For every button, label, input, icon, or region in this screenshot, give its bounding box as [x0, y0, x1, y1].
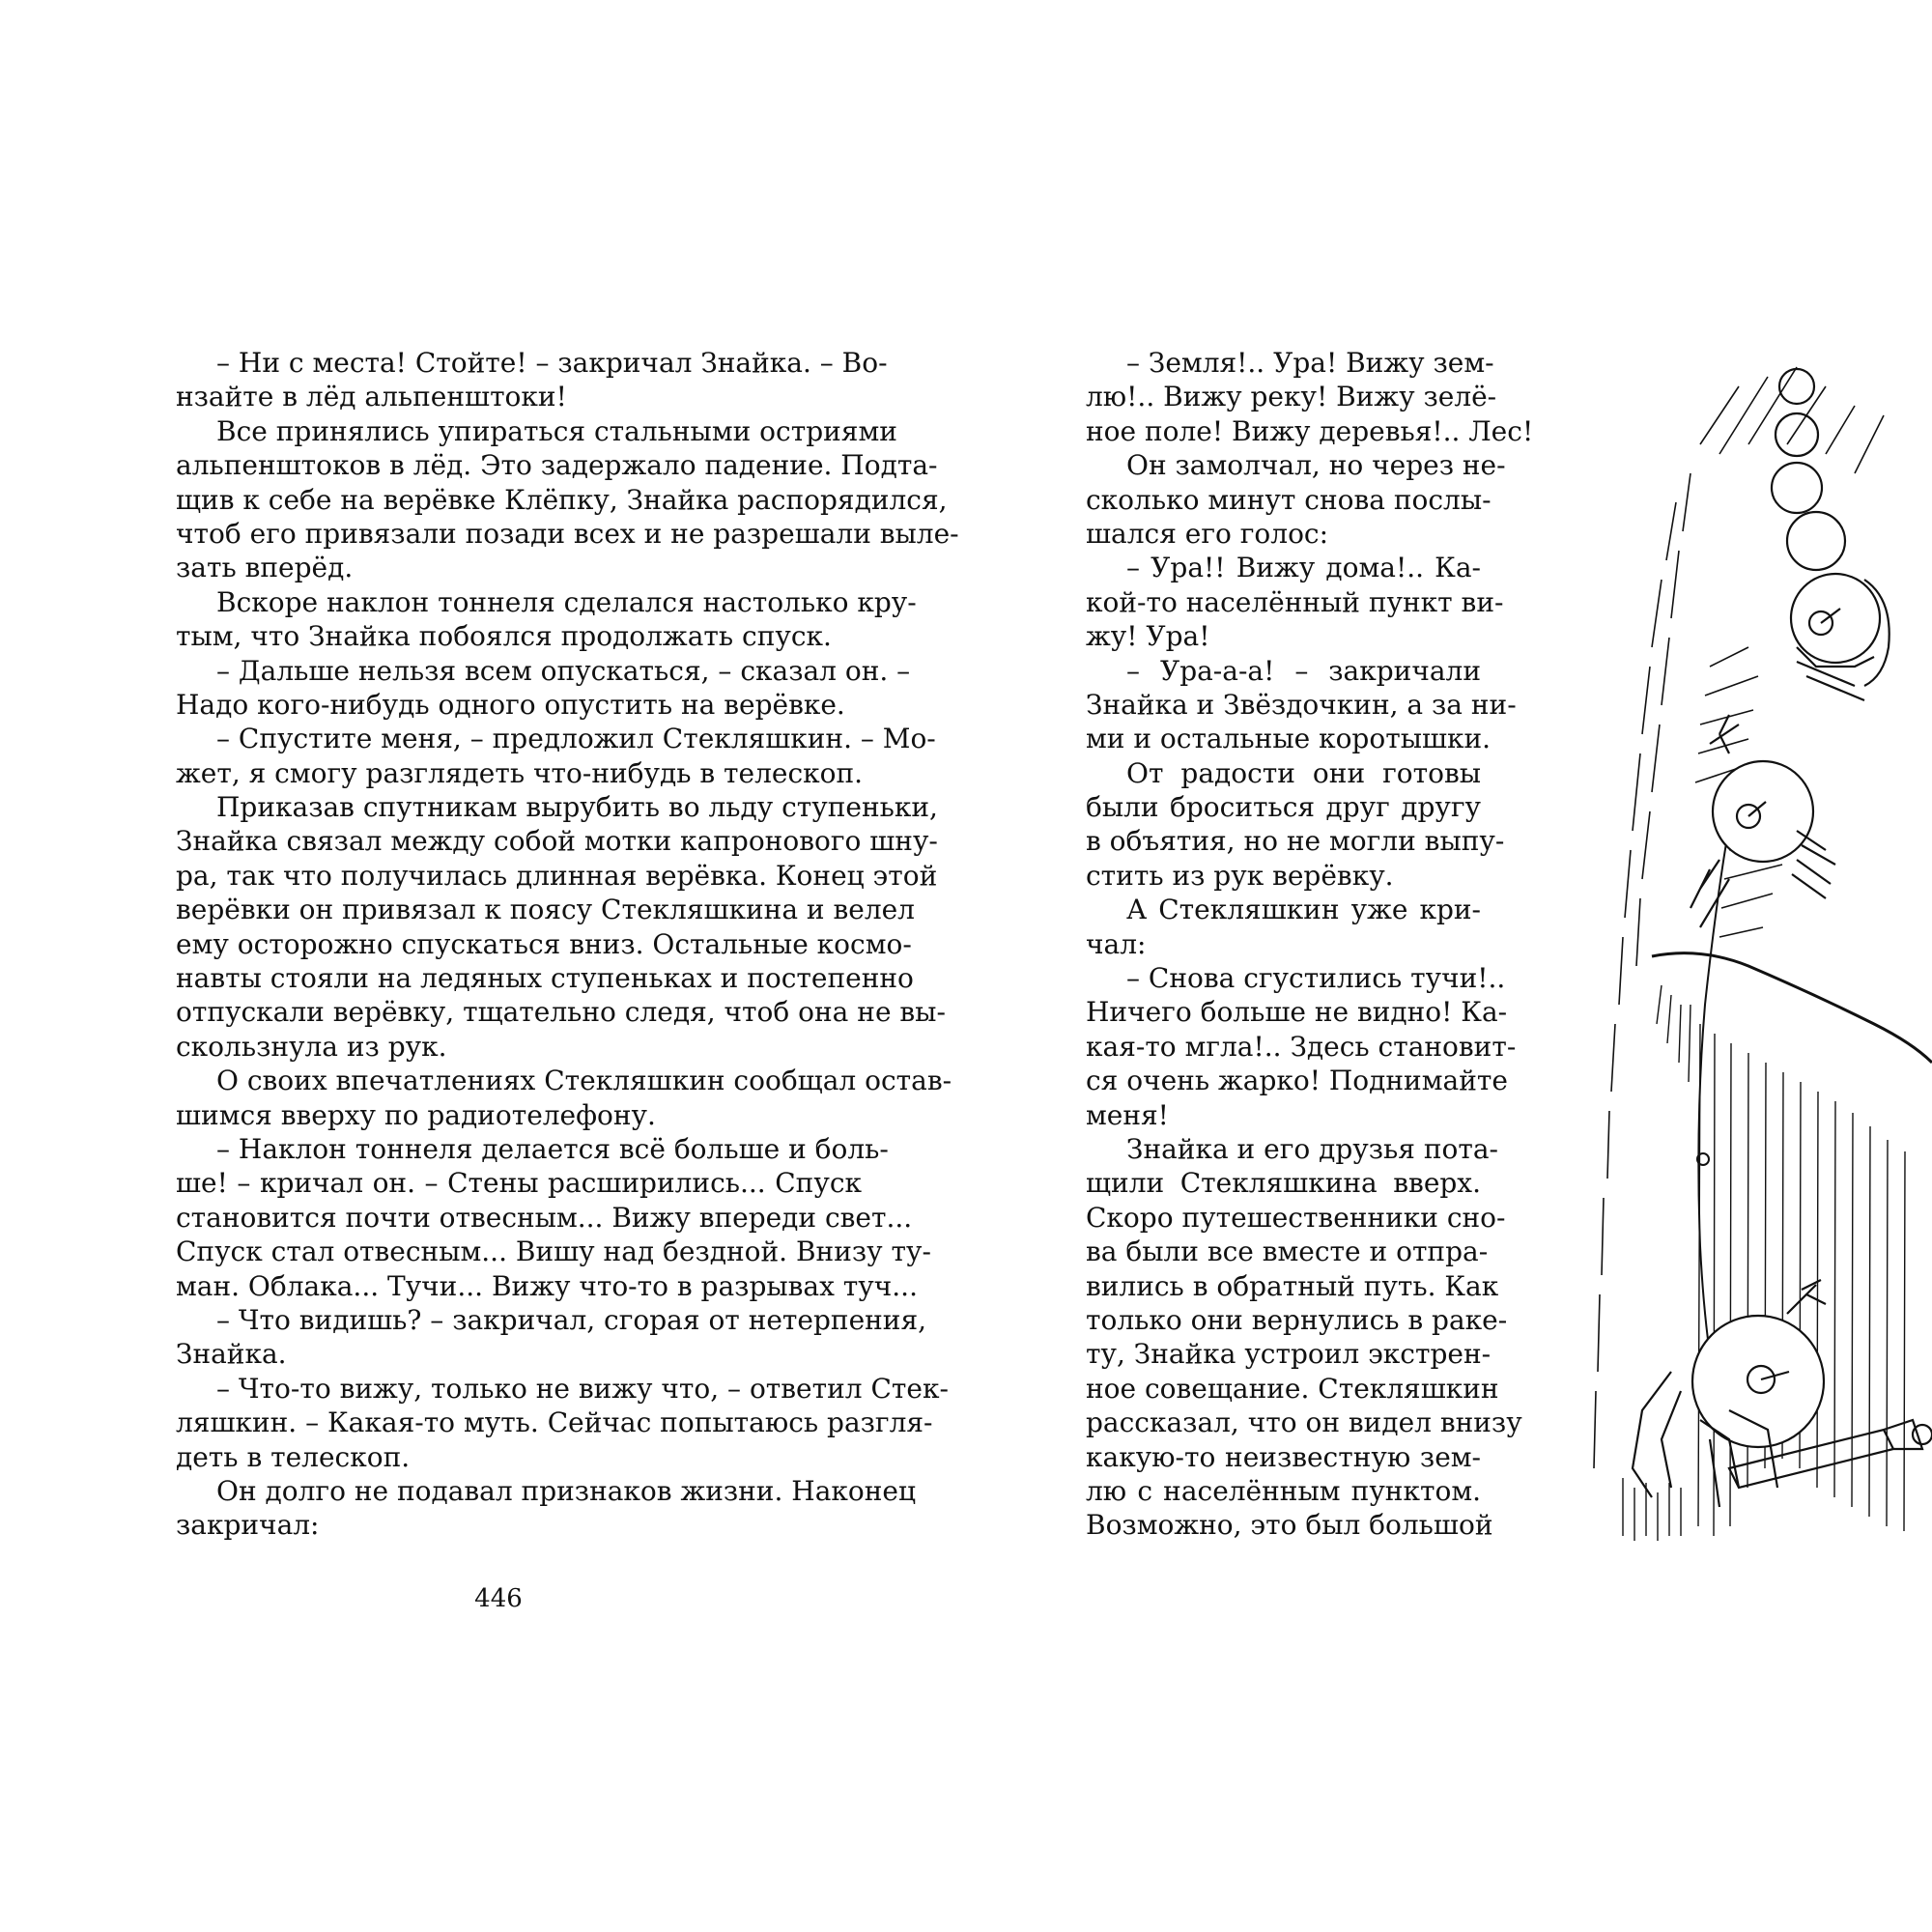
text-line: ляшкин. – Какая-то муть. Сейчас попытаюсь разгля-: [176, 1406, 933, 1439]
text-line: Все принялись упираться стальными остриями: [216, 414, 897, 447]
text-line: закричал:: [176, 1509, 320, 1542]
text-line: щили Стекляшкина вверх.: [1086, 1167, 1481, 1200]
text-line: – Что видишь? – закричал, сгорая от нетерпения,: [216, 1303, 927, 1336]
text-line: вились в обратный путь. Как: [1086, 1269, 1499, 1302]
text-line: Знайка и его друзья пота-: [1126, 1132, 1498, 1165]
text-line: ное поле! Вижу деревья!.. Лес!: [1086, 414, 1534, 447]
text-line: какую-то неизвестную зем-: [1086, 1440, 1481, 1473]
text-line: зать вперёд.: [176, 552, 354, 584]
text-line: Вскоре наклон тоннеля сделался настолько кру-: [216, 585, 917, 618]
text-line: ми и остальные коротышки.: [1086, 723, 1492, 755]
text-line: Он замолчал, но через не-: [1126, 449, 1506, 482]
illustration-drawing: [1507, 328, 1932, 1555]
text-line: – Ура-а-а! – закричали: [1126, 654, 1481, 687]
text-line: А Стекляшкин уже кри-: [1126, 894, 1481, 926]
text-line: Знайка связал между собой мотки капронового шну-: [176, 825, 938, 858]
text-line: альпенштоков в лёд. Это задержало падение. Подта-: [176, 449, 938, 482]
right-page-text: [1086, 346, 1534, 1543]
text-line: Приказав спутникам вырубить во льду ступеньки,: [216, 791, 938, 824]
text-line: ман. Облака... Тучи... Вижу что-то в разрывах туч...: [176, 1269, 918, 1302]
illustration-cosmonauts-lowering-rope: [1507, 328, 1932, 1555]
text-line: шимся вверху по радиотелефону.: [176, 1098, 656, 1131]
text-line: – Ура!! Вижу дома!.. Ка-: [1126, 552, 1481, 584]
text-line: чал:: [1086, 927, 1147, 960]
text-line: жу! Ура!: [1086, 620, 1210, 653]
text-line: отпускали верёвку, тщательно следя, чтоб она не вы-: [176, 996, 946, 1029]
text-line: ту, Знайка устроил экстрен-: [1086, 1338, 1492, 1371]
text-line: – Дальше нельзя всем опускаться, – сказал он. –: [216, 654, 911, 687]
text-line: – Наклон тоннеля делается всё больше и боль-: [216, 1132, 889, 1165]
text-line: скользнула из рук.: [176, 1030, 447, 1063]
text-line: щив к себе на верёвке Клёпку, Знайка распорядился,: [176, 483, 948, 516]
text-line: – Ни с места! Стойте! – закричал Знайка. – Во-: [216, 347, 888, 379]
text-line: лю с населённым пунктом.: [1086, 1474, 1481, 1507]
text-line: – Что-то вижу, только не вижу что, – ответил Стек-: [216, 1372, 949, 1405]
text-line: сколько минут снова послы-: [1086, 483, 1492, 516]
text-line: меня!: [1086, 1098, 1169, 1131]
text-line: Ничего больше не видно! Ка-: [1086, 996, 1508, 1029]
ice-wall-hatching: [1594, 367, 1884, 1468]
text-line: жет, я смогу разглядеть что-нибудь в телескоп.: [176, 756, 864, 789]
cliff-ledge: [1652, 953, 1932, 1063]
text-line: рассказал, что он видел внизу: [1086, 1406, 1522, 1439]
text-line: Надо кого-нибудь одного опустить на верёвке.: [176, 688, 845, 721]
text-line: только они вернулись в раке-: [1086, 1303, 1508, 1336]
text-line: ра, так что получилась длинная верёвка. Конец этой: [176, 859, 938, 892]
text-line: Он долго не подавал признаков жизни. Наконец: [216, 1474, 916, 1507]
text-line: Знайка.: [176, 1338, 287, 1371]
cliff-face-hatching: [1623, 1024, 1905, 1541]
text-line: Спуск стал отвесным... Вишу над бездной. Внизу ту-: [176, 1236, 931, 1268]
text-line: ва были все вместе и отпра-: [1086, 1236, 1489, 1268]
text-line: – Снова сгустились тучи!..: [1126, 962, 1506, 995]
text-line: стить из рук верёвку.: [1086, 859, 1394, 892]
text-line: Скоро путешественники сно-: [1086, 1201, 1506, 1234]
text-line: деть в телескоп.: [176, 1440, 411, 1473]
text-line: нзайте в лёд альпенштоки!: [176, 381, 567, 413]
text-line: верёвки он привязал к поясу Стекляшкина и велел: [176, 894, 915, 926]
text-line: чтоб его привязали позади всех и не разрешали выле-: [176, 517, 959, 550]
text-line: навты стояли на ледяных ступеньках и постепенно: [176, 962, 914, 995]
text-line: в объятия, но не могли выпу-: [1086, 825, 1505, 858]
text-line: лю!.. Вижу реку! Вижу зелё-: [1086, 381, 1497, 413]
text-line: ся очень жарко! Поднимайте: [1086, 1065, 1508, 1097]
text-line: шался его голос:: [1086, 517, 1329, 550]
text-line: – Земля!.. Ура! Вижу зем-: [1126, 347, 1494, 379]
text-line: ное совещание. Стекляшкин: [1086, 1372, 1499, 1405]
text-line: были броситься друг другу: [1086, 791, 1481, 824]
text-line: ему осторожно спускаться вниз. Остальные космо-: [176, 927, 912, 960]
text-line: Знайка и Звёздочкин, а за ни-: [1086, 688, 1517, 721]
text-line: тым, что Знайка побоялся продолжать спуск.: [176, 620, 832, 653]
left-page-text: [176, 346, 959, 1543]
text-line: становится почти отвесным... Вижу впереди свет...: [176, 1201, 913, 1234]
text-line: Возможно, это был большой: [1086, 1509, 1493, 1542]
text-line: От радости они готовы: [1126, 756, 1481, 789]
rope: [1698, 773, 1739, 1410]
text-line: ше! – кричал он. – Стены расширились... Спуск: [176, 1167, 862, 1200]
page-number: 446: [474, 1584, 523, 1613]
text-line: кая-то мгла!.. Здесь становит-: [1086, 1030, 1517, 1063]
text-line: О своих впечатлениях Стекляшкин сообщал остав-: [216, 1065, 952, 1097]
text-line: – Спустите меня, – предложил Стекляшкин. – Мо-: [216, 723, 936, 755]
text-line: кой-то населённый пункт ви-: [1086, 585, 1504, 618]
